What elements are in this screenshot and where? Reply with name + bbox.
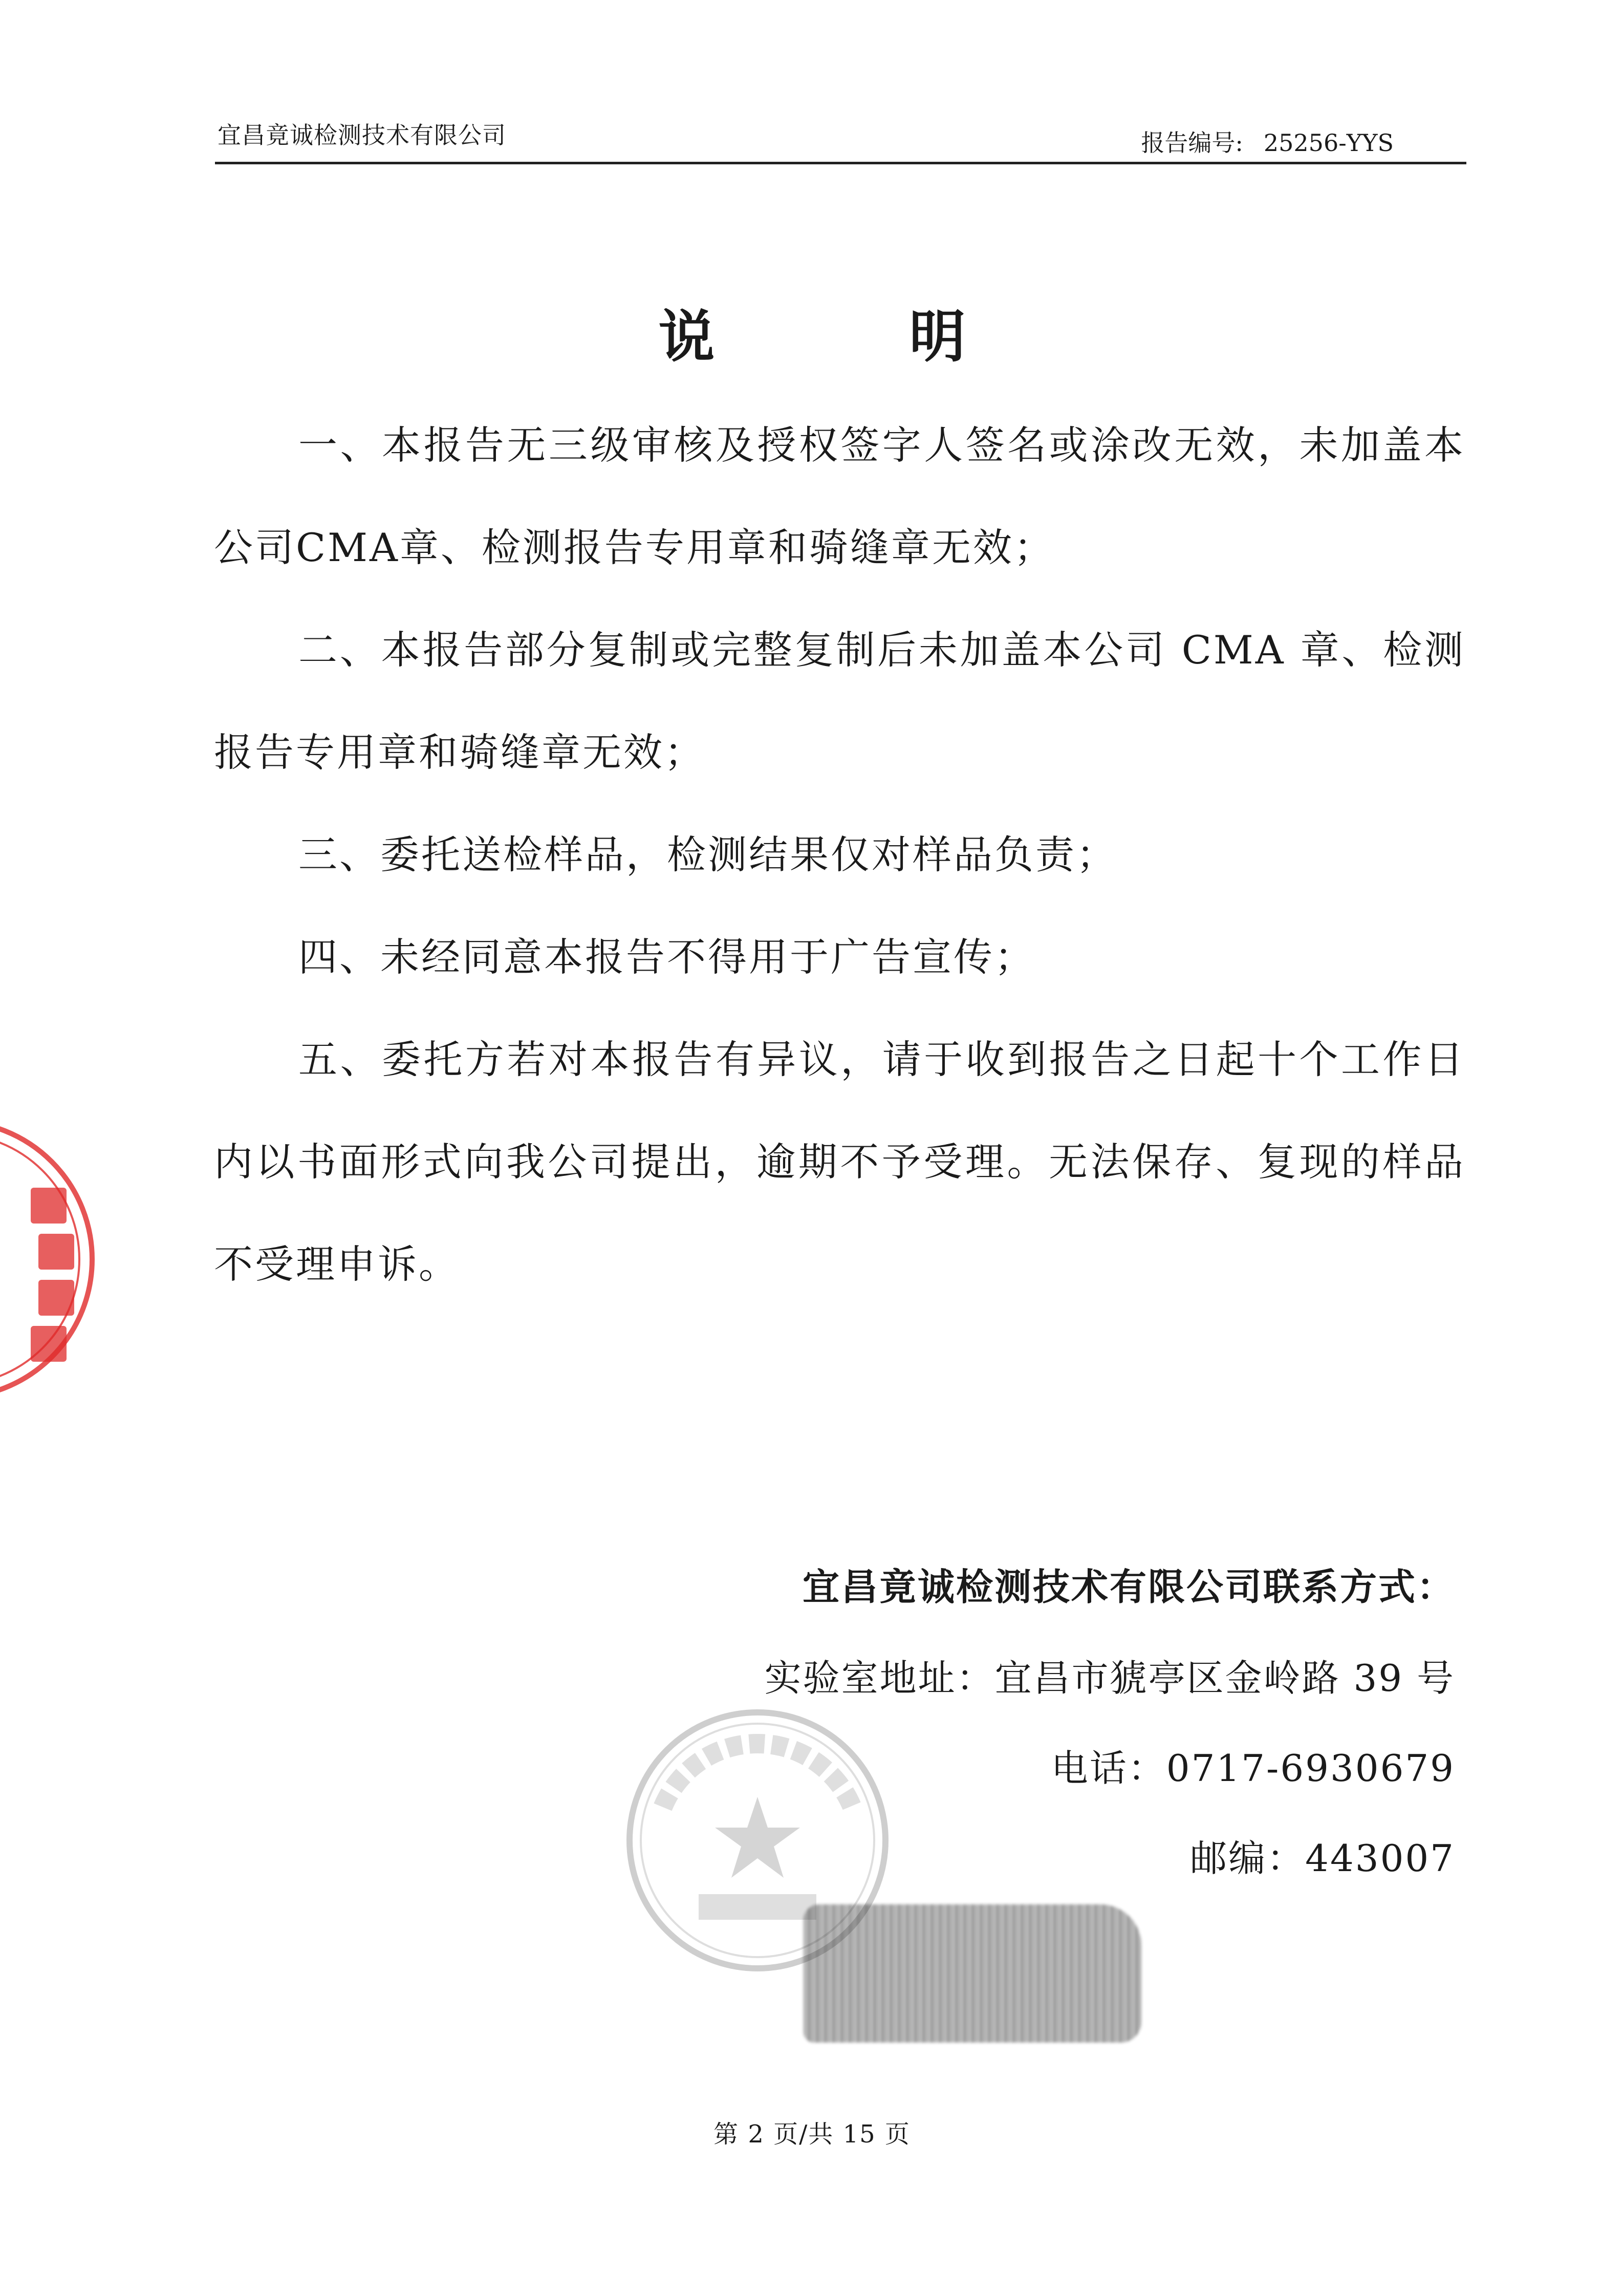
contact-title: 宜昌竟诚检测技术有限公司联系方式： <box>802 1565 1455 1608</box>
notice-paragraph-4: 四、未经同意本报告不得用于广告宣传； <box>298 934 1035 980</box>
header-report-number <box>1141 124 1394 158</box>
notice-paragraph-1: 一、本报告无三级审核及授权签字人签名或涂改无效，未加盖本公司CMA章、检测报告专用章和骑缝章无效； <box>214 422 1465 570</box>
contact-postcode: 邮编：443007 <box>1190 1837 1455 1880</box>
notice-paragraph-3: 三、委托送检样品，检测结果仅对样品负责； <box>298 832 1117 877</box>
page-footer: 第 2 页/共 15 页 <box>713 2120 911 2149</box>
left-edge-seal-stamp <box>0 1101 102 1418</box>
notice-paragraphs <box>214 394 1465 1316</box>
notice-paragraph-2: 二、本报告部分复制或完整复制后未加盖本公司 CMA 章、检测报告专用章和骑缝章无效； <box>214 627 1465 775</box>
contact-phone: 电话：0717-6930679 <box>1051 1747 1455 1790</box>
notice-paragraph-5: 五、委托方若对本报告有异议，请于收到报告之日起十个工作日内以书面形式向我公司提出，逾期不予受理。无法保存、复现的样品不受理申诉。 <box>214 1037 1465 1287</box>
report-number-label: 报告编号: <box>1141 129 1243 157</box>
seal-star-icon <box>715 1797 800 1878</box>
contact-address: 实验室地址：宜昌市猇亭区金岭路 39 号 <box>764 1657 1455 1700</box>
signature-smudge <box>804 1904 1141 2043</box>
contact-block <box>431 1561 1455 1923</box>
header-company-name: 宜昌竟诚检测技术有限公司 <box>218 121 506 149</box>
header-divider <box>215 162 1466 164</box>
page-title: 说明 <box>658 304 1160 370</box>
report-number-value: 25256-YYS <box>1263 129 1394 157</box>
